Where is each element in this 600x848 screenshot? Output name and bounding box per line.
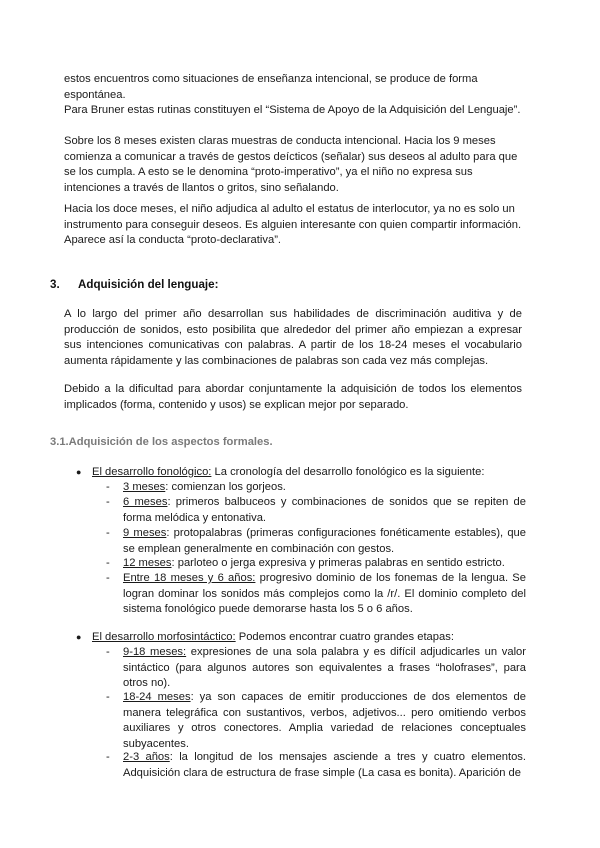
list-item-text: expresiones de una sola palabra y es difícil adjudicarles un valor sintáctico (para algunos autores son equivalentes a frases “holofrases”, para otros no). <box>123 646 527 690</box>
section-paragraph-2: Debido a la dificultad para abordar conjuntamente la adquisición de todos los elementos implicados (forma, contenido y usos) se explican mejor por separado. <box>64 383 522 411</box>
bullet-dot-icon: ● <box>76 467 82 477</box>
list-item-text: : primeros balbuceos y combinaciones de sonidos que se repiten de forma melódica y entonativa. <box>123 496 526 524</box>
dash-marker: - <box>106 496 110 508</box>
bullet-morfosintactico-desc: Podemos encontrar cuatro grandes etapas: <box>235 631 454 643</box>
intro-paragraph-4: Hacia los doce meses, el niño adjudica al adulto el estatus de interlocutor, ya no es solo un instrumento para conseguir deseos. Es alguien interesante con quien compartir información. Aparece así la conducta “proto-declarativa”. <box>64 203 522 247</box>
list-item <box>106 526 526 557</box>
list-item <box>106 495 526 526</box>
list-item-term: 9 meses <box>123 527 167 539</box>
bullet-dot-icon: ● <box>76 632 82 642</box>
bullet-morfosintactico-label: El desarrollo morfosintáctico: <box>92 631 236 643</box>
list-item <box>106 556 526 572</box>
list-item-text: : la longitud de los mensajes asciende a tres y cuatro elementos. Adquisición clara de estructura de frase simple (La casa es bonita). Aparición de <box>123 751 527 779</box>
intro-paragraph-3: Sobre los 8 meses existen claras muestras de conducta intencional. Hacia los 9 meses comienza a comunicar a través de gestos deícticos (señalar) sus deseos al adulto para que se los cumpla. A esto se le denomina “proto-imperativo”, ya el niño no expresa sus intenciones a través de llantos o gritos, sino señalando. <box>64 135 518 194</box>
section-heading <box>50 278 218 291</box>
list-item-text: : parloteo o jerga expresiva y primeras palabras en sentido estricto. <box>171 557 505 569</box>
section-paragraph-1: A lo largo del primer año desarrollan sus habilidades de discriminación auditiva y de producción de sonidos, esto posibilita que alrededor del primer año empiezan a expresar sus intenciones comunicativas con palabras. A partir de los 18-24 meses el vocabulario aumenta rápidamente y las combinaciones de palabras son cada vez más complejas. <box>64 308 522 367</box>
bullet-morfosintactico-text <box>92 630 526 646</box>
list-item-term: 6 meses <box>123 496 168 508</box>
dash-marker: - <box>106 557 110 569</box>
bullet-fonologico-desc: La cronología del desarrollo fonológico es la siguiente: <box>211 466 485 478</box>
list-item-term: 9-18 meses: <box>123 646 187 658</box>
list-item <box>106 750 526 781</box>
dash-marker: - <box>106 572 110 584</box>
dash-marker: - <box>106 751 110 763</box>
intro-p1-line2: espontánea. <box>64 88 126 101</box>
list-item-text: : ya son capaces de emitir producciones de dos elementos de manera telegráfica con sustantivos, verbos, adjetivos... pero omitiendo verbos auxiliares y otros conectores. Amplia variedad de relaciones conceptuales subyacentes. <box>123 691 526 750</box>
list-item <box>106 645 526 692</box>
intro-p1-line1: estos encuentros como situaciones de enseñanza intencional, se produce de forma <box>64 73 478 85</box>
subsection-title: 3.1.Adquisición de los aspectos formales. <box>50 436 273 448</box>
intro-paragraph-1 <box>64 72 522 103</box>
section-title: Adquisición del lenguaje: <box>78 278 219 291</box>
dash-marker: - <box>106 691 110 703</box>
dash-marker: - <box>106 646 110 658</box>
bullet-fonologico <box>76 465 526 481</box>
list-item-text: : comienzan los gorjeos. <box>165 481 286 493</box>
bullet-fonologico-text <box>92 465 526 481</box>
list-item-text: : protopalabras (primeras configuraciones fonéticamente estables), que se emplean generalmente en combinación con gestos. <box>123 527 526 555</box>
section-number: 3. <box>50 278 60 291</box>
list-item-term: 18-24 meses <box>123 691 191 703</box>
dash-marker: - <box>106 481 110 493</box>
list-item <box>106 480 526 496</box>
list-item-text: progresivo dominio de los fonemas de la lengua. Se logran dominar los sonidos más complejos como la /r/. El dominio completo del sistema fonológico puede demorarse hasta los 5 o 6 años. <box>123 572 526 616</box>
list-item <box>106 690 526 752</box>
bullet-fonologico-label: El desarrollo fonológico: <box>92 466 212 478</box>
intro-paragraph-2: Para Bruner estas rutinas constituyen el “Sistema de Apoyo de la Adquisición del Lenguaje”. <box>64 104 521 116</box>
dash-marker: - <box>106 527 110 539</box>
bullet-morfosintactico <box>76 630 526 646</box>
list-item-term: 2-3 años <box>123 751 170 763</box>
list-item-term: 3 meses <box>123 481 166 493</box>
list-item-term: Entre 18 meses y 6 años: <box>123 572 256 584</box>
list-item <box>106 571 526 618</box>
list-item-term: 12 meses <box>123 557 172 569</box>
